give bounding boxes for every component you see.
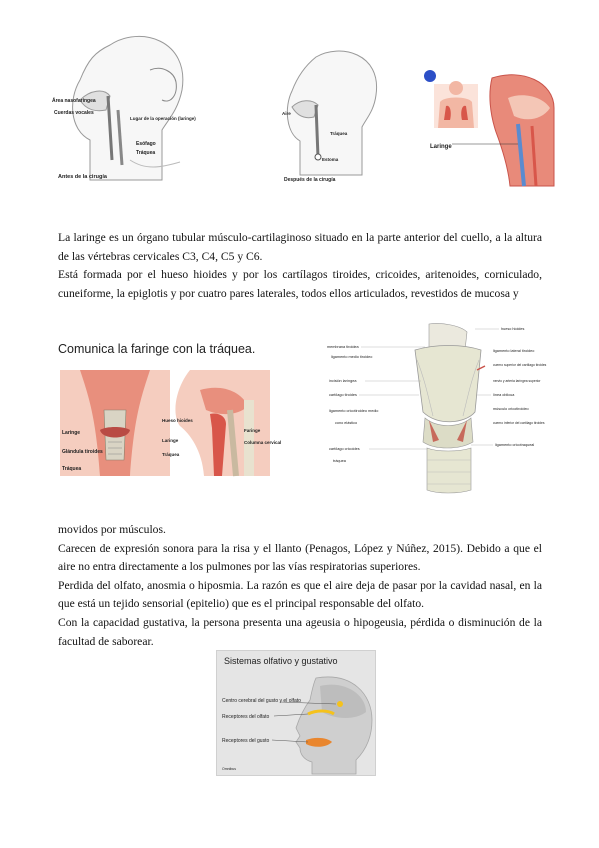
figure-before-surgery <box>50 30 200 185</box>
figure-after-surgery <box>278 45 388 185</box>
label-brain-center <box>222 698 301 704</box>
label-right-11: nervio y arteria laríngea superior <box>493 379 541 383</box>
label-hyoid: Hueso hioides <box>162 418 193 423</box>
label-air: Aire <box>282 111 291 116</box>
figure-olfactory-gustatory <box>216 650 376 776</box>
label-right-0: membrana tiroidea <box>327 345 359 349</box>
label-trachea-front: Tráquea <box>62 466 82 472</box>
label-vocal-cords: Cuerdas vocales <box>54 110 94 116</box>
label-pharynx: Faringe <box>244 428 261 433</box>
text-line: La laringe es un órgano tubular músculo-cartilaginoso situado en la parte anterior del cuello, a la altura de las vértebras cervicales C3, C4, C5 y C6. <box>58 231 542 263</box>
text-line: movidos por músculos. <box>58 523 166 536</box>
label-stoma: Estoma <box>322 157 339 162</box>
figure-head-sagittal <box>160 370 282 476</box>
label-right-5: cono elástico <box>335 421 358 425</box>
caption-before-surgery: Antes de la cirugía <box>58 174 107 180</box>
paragraph-consequences <box>58 521 542 651</box>
figure-neck-front <box>60 370 170 476</box>
label-thyroid: Glándula tiroides <box>62 449 103 455</box>
label-brain-center-text: Centro cerebral del gusto y el olfato <box>222 698 301 704</box>
label-trachea-sagittal: Tráquea <box>162 452 180 457</box>
label-larynx: Laringe <box>430 144 452 150</box>
text-line: Carecen de expresión sonora para la risa y el llanto (Penagos, López y Núñez, 2015). Debido a que el aire no entra directamente a los pulmones por las vías respiratorias superiores. <box>58 541 542 574</box>
label-taste-receptors: Receptores del gusto <box>222 738 270 744</box>
label-right-3: cartílago tiroides <box>329 393 357 397</box>
label-right-10: cuerno superior del cartílago tiroides <box>493 363 547 367</box>
label-cervical-spine: Columna cervical <box>244 440 282 445</box>
figure-caption-pharynx-trachea: Comunica la faringe con la tráquea. <box>58 342 256 356</box>
label-smell-receptors: Receptores del olfato <box>222 714 270 720</box>
label-right-12: línea oblicua <box>493 393 515 397</box>
label-larynx-sagittal: Laringe <box>162 438 179 443</box>
label-trachea-after: Tráquea <box>330 131 348 136</box>
figure-title: Sistemas olfativo y gustativo <box>224 656 338 666</box>
label-right-4: ligamento cricotiroideo medio <box>329 409 379 413</box>
label-trachea: Tráquea <box>136 150 156 156</box>
figure-larynx-location <box>422 68 554 190</box>
paragraph-larynx-description <box>58 229 542 303</box>
figure-credit: Omnibus <box>222 767 237 771</box>
text-line: Está formada por el hueso hioides y por los cartílagos tiroides, cricoides, aritenoides, corniculado, cuneiforme, la epiglotis y por cuatro pares laterales, todos ellos articulados, revestidos de mucosa y <box>58 268 542 300</box>
label-right-1: ligamento medio tiroideo <box>331 355 373 359</box>
label-right-7: tráquea <box>333 459 346 463</box>
label-esophagus: Esófago <box>136 141 156 147</box>
label-nasopharynx: Área nasofaríngea <box>52 98 96 104</box>
text-line: Con la capacidad gustativa, la persona presenta una ageusia o hipogeusia, pérdida o disminución de la facultad de saborear. <box>58 615 542 648</box>
figure-larynx-anatomy <box>325 320 550 495</box>
text-line: Perdida del olfato, anosmia o hiposmia. La razón es que el aire deja de pasar por la cavidad nasal, en la que está un tejido sensorial (epitelio) que es el principal responsable del olfato. <box>58 578 542 611</box>
caption-after-surgery: Después de la cirugía <box>284 177 336 183</box>
label-right-8: hueso hioides <box>501 327 525 331</box>
label-right-14: cuerno inferior del cartílago tiroides <box>493 421 545 425</box>
label-right-9: ligamento lateral tiroideo <box>493 349 535 353</box>
label-right-2: incisión laríngea <box>329 379 357 383</box>
label-operation-site: Lugar de la operación (laringe) <box>130 116 196 121</box>
label-right-6: cartílago cricoides <box>329 447 360 451</box>
label-larynx-front: Laringe <box>62 430 81 436</box>
label-right-15: ligamento cricotraqueal <box>495 443 535 447</box>
label-right-13: músculo cricotiroideo <box>493 407 529 411</box>
